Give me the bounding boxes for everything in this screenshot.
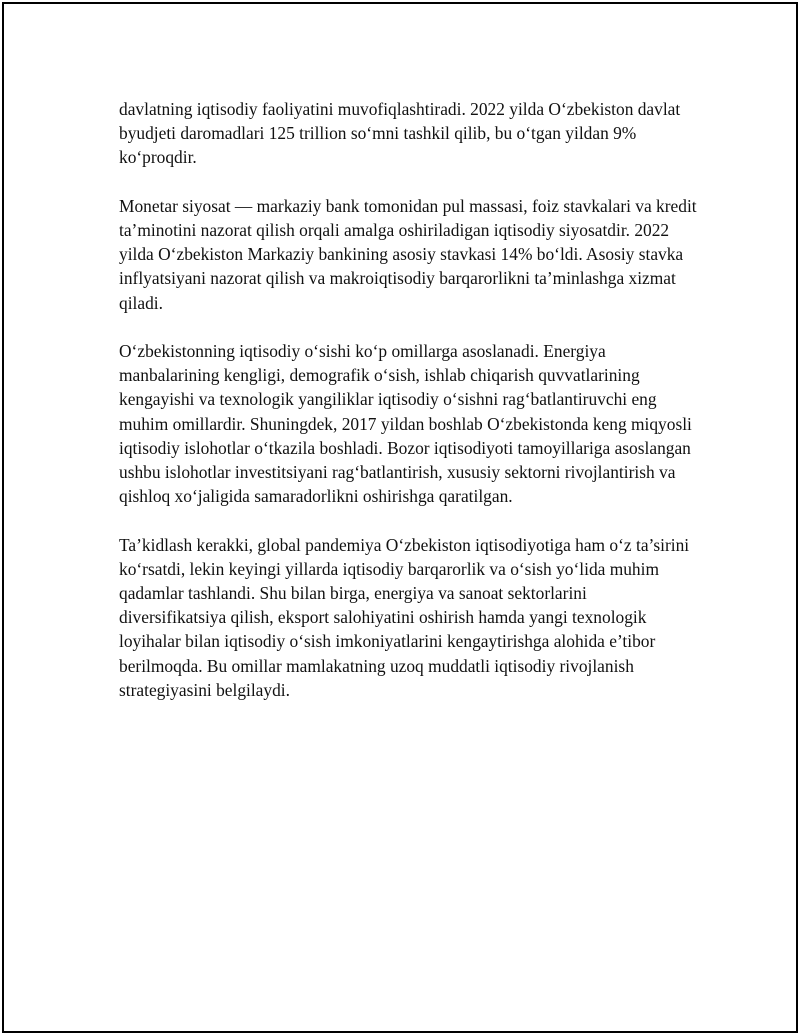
paragraph-budget: davlatning iqtisodiy faoliyatini muvofiqlashtiradi. 2022 yilda O‘zbekiston davlat byudjeti daromadlari 125 trillion so‘mni tashkil qilib, bu o‘tgan yildan 9% ko‘proqdir.	[119, 99, 681, 168]
paragraph-economic-growth: O‘zbekistonning iqtisodiy o‘sishi ko‘p omillarga asoslanadi. Energiya manbalarining kengligi, demografik o‘sish, ishlab chiqarish quvvatlarining kengayishi va texnologik yangiliklar iqtisodiy o‘sishni rag‘batlantiruvchi eng muhim omillardir. Shuningdek, 2017 yildan boshlab O‘zbekistonda keng miqyosli iqtisodiy islohotlar o‘tkazila boshladi. Bozor iqtisodiyoti tamoyillariga asoslangan ushbu islohotlar investitsiyani rag‘batlantirish, xususiy sektorni rivojlantirish va qishloq xo‘jaligida samaradorlikni oshirishga qaratilgan.	[119, 341, 692, 507]
paragraph-pandemic-impact: Ta’kidlash kerakki, global pandemiya O‘zbekiston iqtisodiyotiga ham o‘z ta’sirini ko‘rsatdi, lekin keyingi yillarda iqtisodiy barqarorlik va o‘sish yo‘lida muhim qadamlar tashlandi. Shu bilan birga, energiya va sanoat sektorlarini diversifikatsiya qilish, eksport salohiyatini oshirish hamda yangi texnologik loyihalar bilan iqtisodiy o‘sish imkoniyatlarini kengaytirishga alohida e’tibor berilmoqda. Bu omillar mamlakatning uzoq muddatli iqtisodiy rivojlanish strategiyasini belgilaydi.	[119, 534, 690, 700]
paragraph-monetary-policy: Monetar siyosat — markaziy bank tomonidan pul massasi, foiz stavkalari va kredit ta’minotini nazorat qilish orqali amalga oshiriladigan iqtisodiy siyosatdir. 2022 yilda O‘zbekiston Markaziy bankining asosiy stavkasi 14% bo‘ldi. Asosiy stavka inflyatsiyani nazorat qilish va makroiqtisodiy barqarorlikni ta’minlashga xizmat qiladi.	[119, 195, 697, 313]
document-page	[2, 2, 798, 1033]
document-body	[119, 97, 697, 726]
